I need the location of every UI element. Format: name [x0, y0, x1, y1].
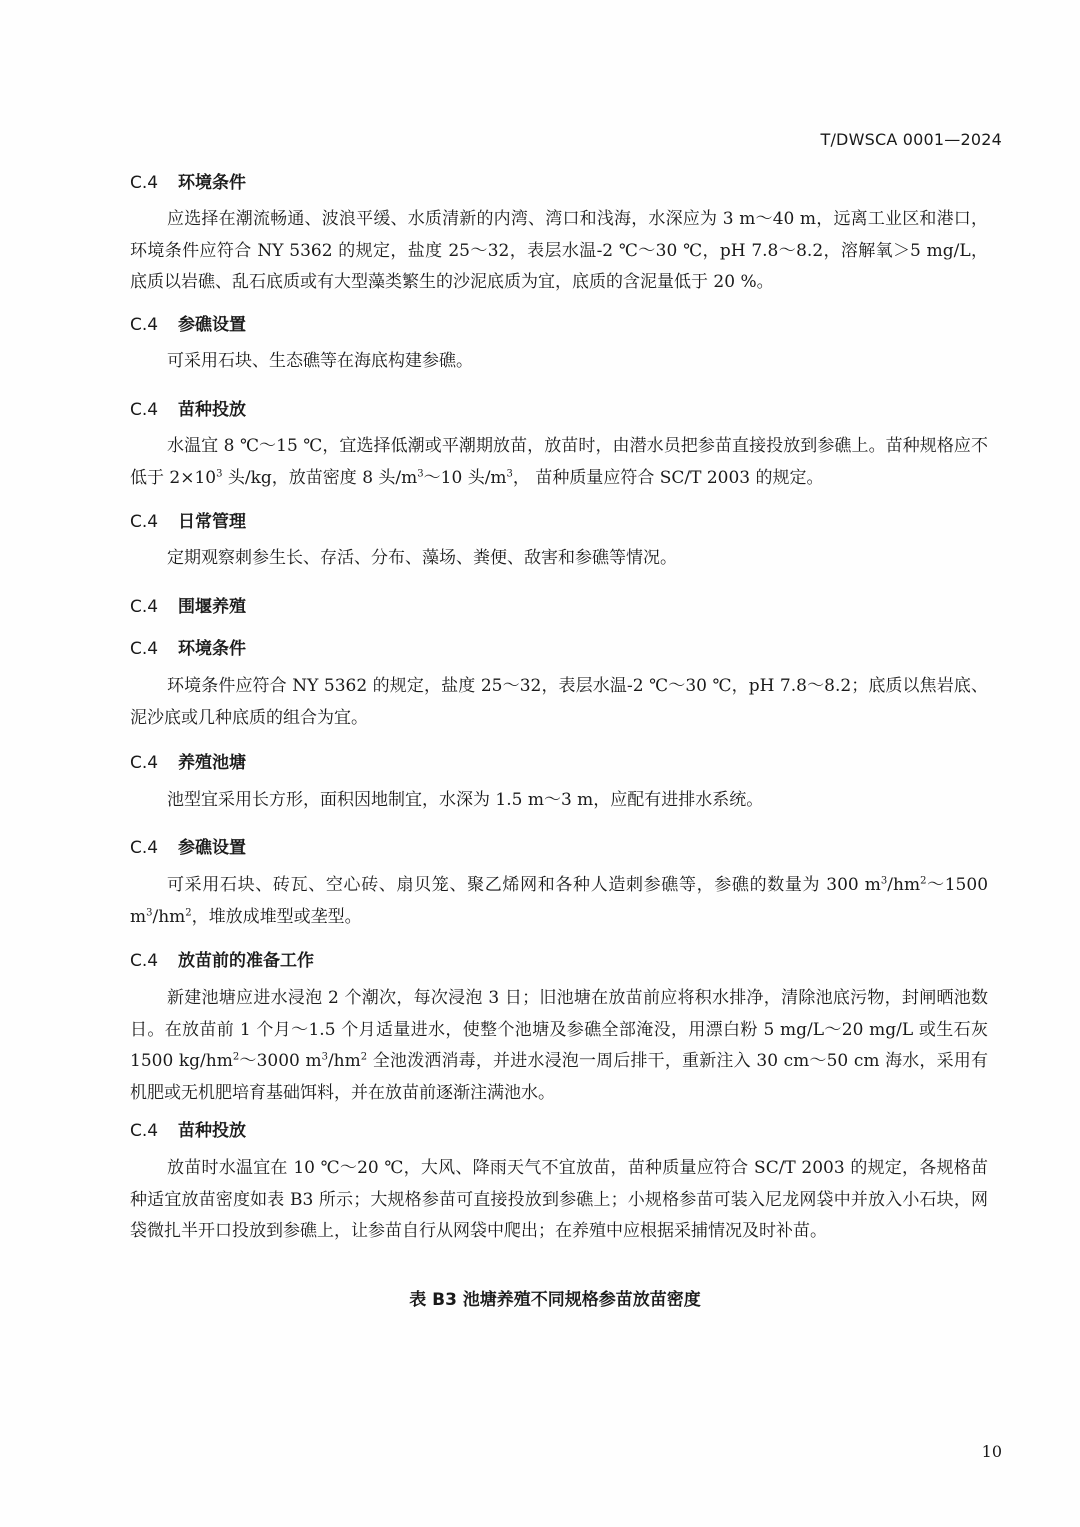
- paragraph: 池型宜采用长方形，面积因地制宜，水深为 1.5 m～3 m，应配有进排水系统。: [167, 790, 764, 810]
- clause-title: 苗种投放: [178, 400, 246, 420]
- section-heading: [130, 310, 246, 335]
- clause-number: C.4: [130, 753, 159, 773]
- clause-title: 养殖池塘: [178, 753, 246, 773]
- clause-title: 围堰养殖: [178, 597, 246, 617]
- clause-number: C.4: [130, 400, 159, 420]
- clause-title: 苗种投放: [178, 1121, 246, 1141]
- clause-number: C.4: [130, 512, 159, 532]
- clause-title: 环境条件: [178, 173, 246, 193]
- paragraph: 放苗时水温宜在 10 ℃～20 ℃，大风、降雨天气不宜放苗，苗种质量应符合 SC/T 2003 的规定，各规格苗种适宜放苗密度如表 B3 所示；大规格参苗可直接投放到参礁上；小规格参苗可装入尼龙网袋中并放入小石块，网袋微扎半开口投放到参礁上，让参苗自行从网袋中爬出；在养殖中应根据采捕情况及时补苗。: [130, 1158, 988, 1241]
- clause-number: C.4: [130, 639, 159, 659]
- section-heading: [130, 168, 246, 193]
- paragraph: 可采用石块、生态礁等在海底构建参礁。: [167, 351, 473, 371]
- paragraph: 定期观察刺参生长、存活、分布、藻场、粪便、敌害和参礁等情况。: [167, 548, 677, 568]
- section-heading: [130, 748, 246, 773]
- clause-title: 参礁设置: [178, 838, 246, 858]
- clause-number: C.4: [130, 1121, 159, 1141]
- clause-number: C.4: [130, 838, 159, 858]
- clause-number: C.4: [130, 951, 159, 971]
- section-heading: [130, 946, 314, 971]
- section-heading: [130, 1116, 246, 1141]
- section-heading: [130, 833, 246, 858]
- section-heading: [130, 592, 246, 617]
- section-heading: [130, 507, 246, 532]
- clause-title: 参礁设置: [178, 315, 246, 335]
- paragraph: 新建池塘应进水浸泡 2 个潮次，每次浸泡 3 日；旧池塘在放苗前应将积水排净，清除池底污物，封闸晒池数日。在放苗前 1 个月～1.5 个月适量进水，使整个池塘及参礁全部淹没，用漂白粉 5 mg/L～20 mg/L 或生石灰 1500 $kg/hm^2\sim 3000$ $m^3/hm^2$ 全池泼洒消毒，并进水浸泡一周后排干，重新注入 30 cm～50 cm 海水，采用有机肥或无机肥培育基础饵料，并在放苗前逐渐注满池水。: [130, 988, 988, 1103]
- clause-number: C.4: [130, 173, 159, 193]
- paragraph: 水温宜 8 ℃～15 ℃，宜选择低潮或平潮期放苗，放苗时，由潜水员把参苗直接投放到参礁上。苗种规格应不低于 $2\times 10^3$ 头/kg，放苗密度 8 头$/m^3\sim 10$ 头$/m^3$， 苗种质量应符合 SC/T 2003 的规定。: [130, 436, 988, 488]
- page-number: 10: [981, 1442, 1002, 1461]
- clause-number: C.4: [130, 315, 159, 335]
- paragraph: 可采用石块、砖瓦、空心砖、扇贝笼、聚乙烯网和各种人造刺参礁等，参礁的数量为 300 $m^3/hm^2\sim 1500$ $m^3/hm^2$，堆放成堆型或垄型。: [130, 875, 989, 927]
- paragraph: 环境条件应符合 NY 5362 的规定，盐度 25～32，表层水温-2 ℃～30 ℃，pH 7.8～8.2；底质以焦岩底、泥沙底或几种底质的组合为宜。: [130, 676, 988, 728]
- document-code: T/DWSCA 0001—2024: [820, 130, 1002, 149]
- clause-title: 日常管理: [178, 512, 246, 532]
- table-caption: 表 B3 池塘养殖不同规格参苗放苗密度: [409, 1290, 701, 1310]
- section-heading: [130, 634, 246, 659]
- clause-number: C.4: [130, 597, 159, 617]
- clause-title: 放苗前的准备工作: [178, 951, 314, 971]
- paragraph: 应选择在潮流畅通、波浪平缓、水质清新的内湾、湾口和浅海，水深应为 3 m～40 m，远离工业区和港口，环境条件应符合 NY 5362 的规定，盐度 25～32，表层水温-2 ℃～30 ℃，pH 7.8～8.2，溶解氧＞5 mg/L，底质以岩礁、乱石底质或有大型藻类繁生的沙泥底质为宜，底质的含泥量低于 20 %。: [130, 209, 988, 292]
- clause-title: 环境条件: [178, 639, 246, 659]
- section-heading: [130, 395, 246, 420]
